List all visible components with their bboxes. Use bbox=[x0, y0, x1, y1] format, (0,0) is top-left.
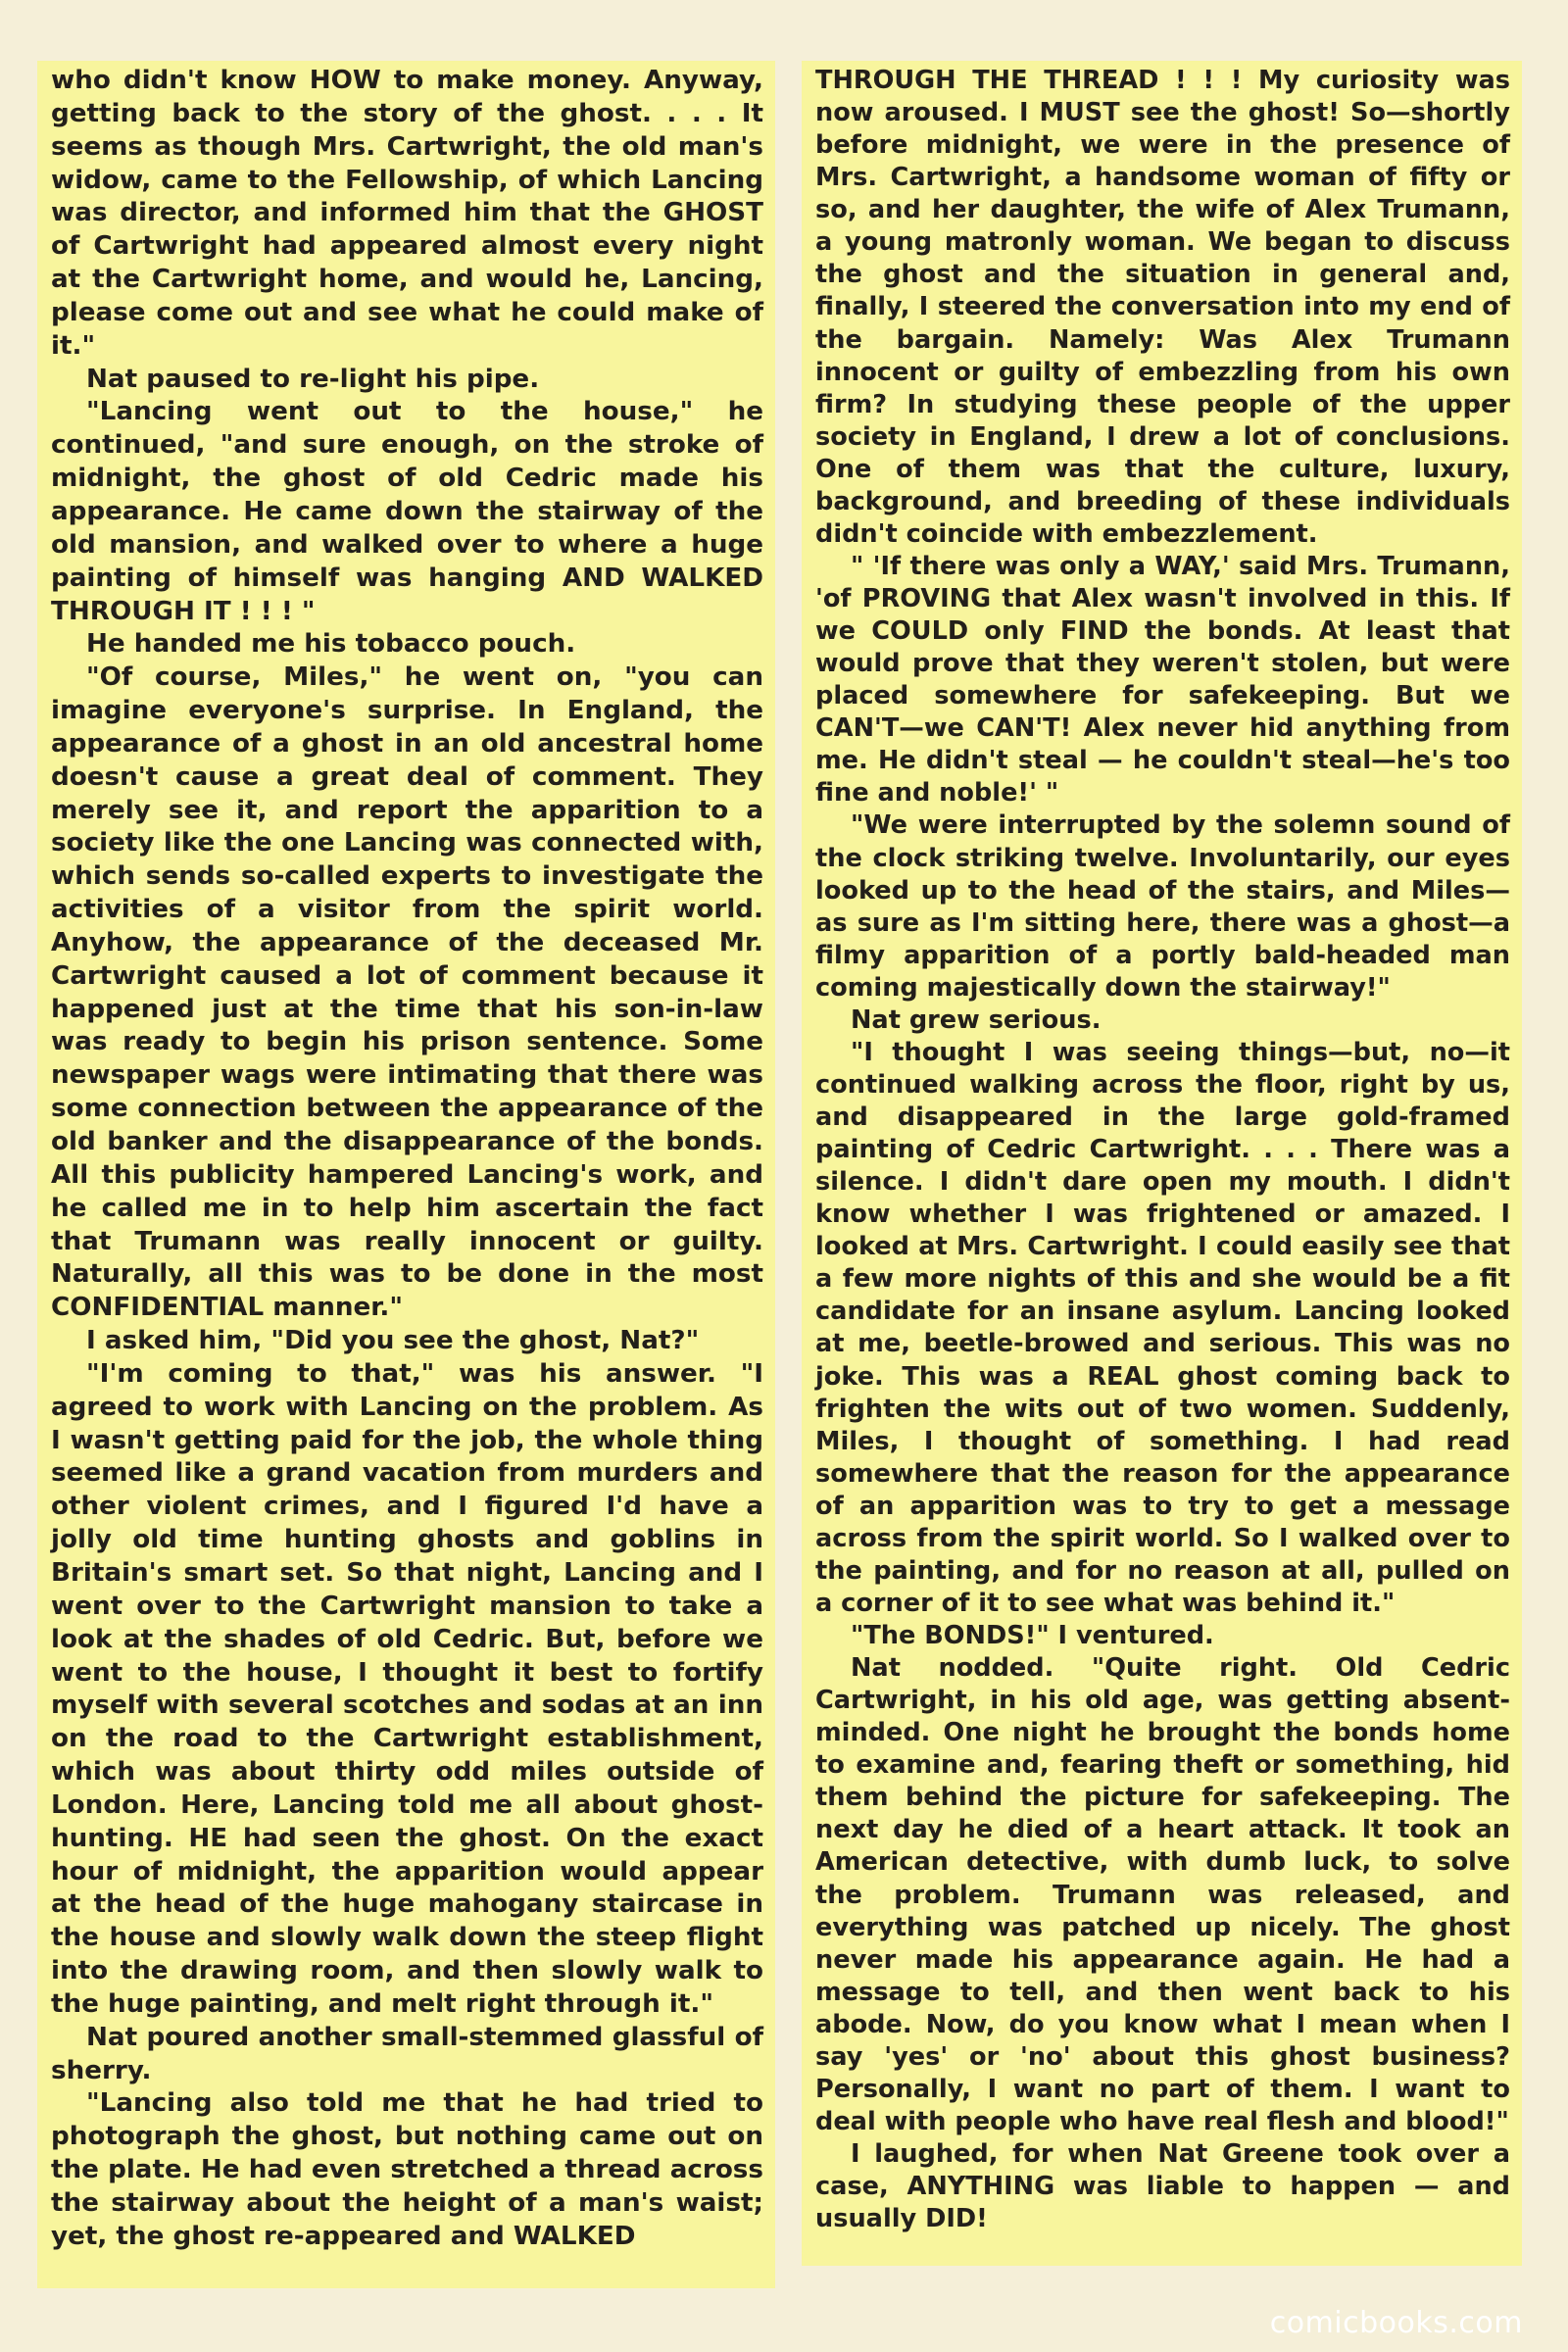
paragraph: " 'If there was only a WAY,' said Mrs. Trumann, 'of PROVING that Alex wasn't involved in this. If we COULD only FIND the bonds. At least that would prove that they weren't stolen, but were placed somewhere for safekeeping. But we CAN'T—we CAN'T! Alex never hid anything from me. He didn't steal — he couldn't steal—he's too fine and noble!' " bbox=[815, 551, 1510, 808]
paragraph: "Lancing also told me that he had tried to photograph the ghost, but nothing came out on the plate. He had even stretched a thread across the stairway about the height of a man's waist; yet, the ghost re-appeared and WALKED bbox=[51, 2088, 763, 2251]
paragraph: THROUGH THE THREAD ! ! ! My curiosity was now aroused. I MUST see the ghost! So—shortly before midnight, we were in the presence of Mrs. Cartwright, a handsome woman of fifty or so, and her daughter, the wife of Alex Trumann, a young matronly woman. We began to discuss the ghost and the situation in general and, finally, I steered the conversation into my end of the bargain. Namely: Was Alex Trumann innocent or guilty of embezzling from his own firm? In studying these people of the upper society in England, I drew a lot of conclusions. One of them was that the culture, luxury, background, and breeding of these individuals didn't coincide with embezzlement. bbox=[815, 66, 1510, 549]
text-column-right bbox=[802, 61, 1522, 2266]
paragraph: "Lancing went out to the house," he continued, "and sure enough, on the stroke of midnight, the ghost of old Cedric made his appearance. He came down the stairway of the old mansion, and walked over to where a huge painting of himself was hanging AND WALKED THROUGH IT ! ! ! " bbox=[51, 397, 763, 626]
paragraph: Nat grew serious. bbox=[851, 1004, 1102, 1035]
paragraph: "Of course, Miles," he went on, "you can imagine everyone's surprise. In England, the appearance of a ghost in an old ancestral home doesn't cause a great deal of comment. They merely see it, and report the apparition to a society like the one Lancing was connected with, which sends so-called experts to investigate the activities of a visitor from the spirit world. Anyhow, the appearance of the deceased Mr. Cartwright caused a lot of comment because it happened just at the time that his son-in-law was ready to begin his prison sentence. Some newspaper wags were intimating that there was some connection between the appearance of the old banker and the disappearance of the bonds. All this publicity hampered Lancing's work, and he called me in to help him ascertain the fact that Trumann was really innocent or guilty. Naturally, all this was to be done in the most CONFIDENTIAL manner." bbox=[51, 662, 763, 1323]
paragraph: Nat nodded. "Quite right. Old Cedric Cartwright, in his old age, was getting absent-minded. One night he brought the bonds home to examine and, fearing theft or something, hid them behind the picture for safekeeping. The next day he died of a heart attack. It took an American detective, with dumb luck, to solve the problem. Trumann was released, and everything was patched up nicely. The ghost never made his appearance again. He had a message to tell, and then went back to his abode. Now, do you know what I mean when I say 'yes' or 'no' about this ghost business? Personally, I want no part of them. I want to deal with people who have real flesh and blood!" bbox=[815, 1653, 1510, 2136]
text-column-left bbox=[37, 61, 775, 2288]
paragraph: I laughed, for when Nat Greene took over a case, ANYTHING was liable to happen — and usually DID! bbox=[815, 2139, 1510, 2234]
paragraph: "The BONDS!" I ventured. bbox=[851, 1621, 1214, 1650]
paragraph: Nat paused to re-light his pipe. bbox=[86, 364, 540, 394]
paragraph: "I thought I was seeing things—but, no—it continued walking across the floor, right by us, and disappeared in the large gold-framed painting of Cedric Cartwright. . . . There was a silence. I didn't dare open my mouth. I didn't know whether I was frightened or amazed. I looked at Mrs. Cartwright. I could easily see that a few more nights of this and she would be a fit candidate for an insane asylum. Lancing looked at me, beetle-browed and serious. This was no joke. This was a REAL ghost coming back to frighten the wits out of two women. Suddenly, Miles, I thought of something. I had read somewhere that the reason for the appearance of an apparition was to try to get a message across from the spirit world. So I walked over to the painting, and for no reason at all, pulled on a corner of it to see what was behind it." bbox=[815, 1037, 1510, 1618]
watermark: comicbooks.com bbox=[1269, 2306, 1523, 2340]
paragraph: "I'm coming to that," was his answer. "I agreed to work with Lancing on the problem. As I wasn't getting paid for the job, the whole thing seemed like a grand vacation from murders and other violent crimes, and I figured I'd have a jolly old time hunting ghosts and goblins in Britain's smart set. So that night, Lancing and I went over to the Cartwright mansion to take a look at the shades of old Cedric. But, before we went to the house, I thought it best to fortify myself with several scotches and sodas at an inn on the road to the Cartwright establishment, which was about thirty odd miles outside of London. Here, Lancing told me all about ghost-hunting. HE had seen the ghost. On the exact hour of midnight, the apparition would appear at the head of the huge mahogany staircase in the house and slowly walk down the steep flight into the drawing room, and then slowly walk to the huge painting, and melt right through it." bbox=[51, 1358, 763, 2019]
paragraph: He handed me his tobacco pouch. bbox=[86, 629, 576, 660]
paragraph: Nat poured another small-stemmed glassful of sherry. bbox=[51, 2022, 763, 2085]
paragraph: "We were interrupted by the solemn sound of the clock striking twelve. Involuntarily, our eyes looked up to the head of the stairs, and Miles—as sure as I'm sitting here, there was a ghost—a filmy apparition of a portly bald-headed man coming majestically down the stairway!" bbox=[815, 810, 1510, 1003]
paragraph: who didn't know HOW to make money. Anyway, getting back to the story of the ghost. . . . It seems as though Mrs. Cartwright, the old man's widow, came to the Fellowship, of which Lancing was director, and informed him that the GHOST of Cartwright had appeared almost every night at the Cartwright home, and would he, Lancing, please come out and see what he could make of it." bbox=[51, 66, 763, 361]
paragraph: I asked him, "Did you see the ghost, Nat?" bbox=[86, 1326, 700, 1356]
